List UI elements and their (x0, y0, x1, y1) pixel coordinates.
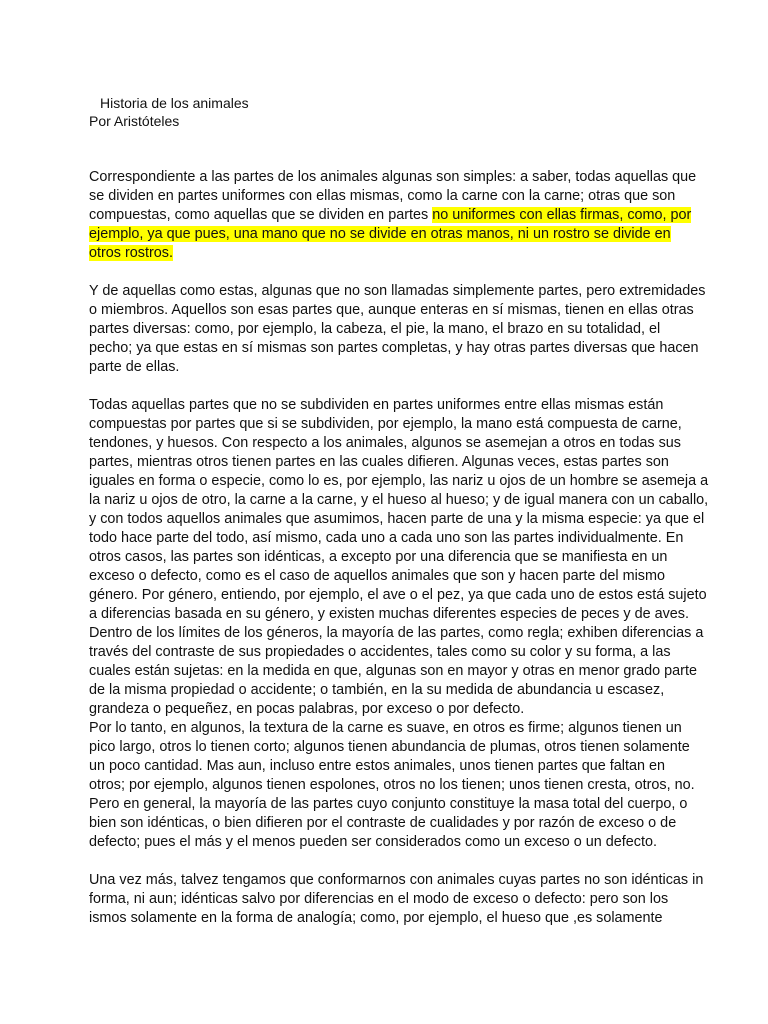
paragraph (89, 282, 706, 377)
text-segment: forma, ni aun; idénticas salvo por diferencias en el modo de exceso o defecto: pero son los (89, 891, 669, 907)
text-segment: de la misma propiedad o accidente; o también, en la su medida de abundancia u escasez, (89, 682, 665, 698)
text-line (89, 757, 689, 776)
text-segment: un poco cantidad. Mas aun, incluso entre estos animales, unos tienen partes que faltan en (89, 758, 665, 774)
text-segment: compuestas por partes que si se subdividen, por ejemplo, la mano está compuesta de carne, (89, 416, 682, 432)
text-line (89, 776, 695, 795)
text-segment: Todas aquellas partes que no se subdividen en partes uniformes entre ellas mismas están (89, 397, 664, 413)
text-segment: grandeza o pequeñez, en pocas palabras, por exceso o por defecto. (89, 701, 525, 717)
text-line (89, 396, 689, 415)
text-segment: a diferencias basada en su género, y existen muchas diferentes especies de peces y de aves. (89, 606, 689, 622)
text-line (89, 890, 689, 909)
text-segment: Y de aquellas como estas, algunas que no son llamadas simplemente partes, pero extremidades (89, 283, 706, 299)
text-segment: iguales en forma o especie, como lo es, por ejemplo, las nariz u ojos de un hombre se asemeja a (89, 473, 709, 489)
text-line (89, 244, 689, 263)
text-line (89, 586, 707, 605)
text-line (89, 700, 689, 719)
text-line (89, 662, 697, 681)
text-line (89, 605, 689, 624)
text-segment: Correspondiente a las partes de los animales algunas son simples: a saber, todas aquellas que (89, 169, 697, 185)
text-line (89, 833, 689, 852)
text-segment: parte de ellas. (89, 359, 180, 375)
highlighted-text: no uniformes con ellas firmas, como, por (432, 207, 692, 223)
text-line (89, 567, 689, 586)
paragraph-gap (89, 263, 689, 282)
text-line (89, 168, 697, 187)
text-line (89, 282, 706, 301)
text-segment: Dentro de los límites de los géneros, la mayoría de las partes, como regla; exhiben diferencias a (89, 625, 704, 641)
text-line (89, 909, 689, 928)
text-segment: género. Por género, entiendo, por ejemplo, el ave o el pez, ya que cada uno de estos está sujeto (89, 587, 707, 603)
text-segment: todo hace parte del todo, así mismo, cada uno a cada uno son las partes individualmente. En (89, 530, 684, 546)
text-segment: se dividen en partes uniformes con ellas mismas, como la carne con la carne; otras que son (89, 188, 676, 204)
text-segment: través del contraste de sus propiedades o accidentes, tales como su color y su forma, a las (89, 644, 671, 660)
text-segment: partes, mientras otros tienen partes en las cuales difieren. Algunas veces, estas partes son (89, 454, 669, 470)
text-segment: otros casos, las partes son idénticas, a excepto por una diferencia que se manifiesta en un (89, 549, 668, 565)
text-segment: tendones, y huesos. Con respecto a los animales, algunos se asemejan a otros en todas sus (89, 435, 681, 451)
text-line (89, 871, 704, 890)
document-author: Por Aristóteles (89, 113, 180, 129)
highlighted-text: ejemplo, ya que pues, una mano que no se divide en otras manos, ni un rostro se divide en (89, 226, 671, 242)
text-segment: y con todos aquellos animales que asumimos, hacen parte de una y la misma especie: ya que el (89, 511, 705, 527)
text-line (89, 358, 689, 377)
text-line (89, 643, 689, 662)
text-segment: Por lo tanto, en algunos, la textura de la carne es suave, en otros es firme; algunos tienen un (89, 720, 682, 736)
text-segment: defecto; pues el más y el menos pueden ser considerados como un exceso o un defecto. (89, 834, 657, 850)
text-segment: bien son idénticas, o bien difieren por el contraste de cualidades y por razón de exceso o de (89, 815, 677, 831)
paragraph-gap (89, 377, 689, 396)
text-line (89, 510, 705, 529)
paragraph (89, 396, 709, 852)
paragraph (89, 871, 704, 928)
highlighted-text: otros rostros. (89, 245, 173, 261)
text-segment: ismos solamente en la forma de analogía; como, por ejemplo, el hueso que ,es solamente (89, 910, 663, 926)
text-segment: cuales están sujetas: en la medida en que, algunas son en mayor y otras en menor grado parte (89, 663, 697, 679)
document-header (89, 94, 249, 130)
text-line (89, 415, 689, 434)
text-line (89, 320, 689, 339)
document-body (89, 168, 709, 928)
paragraph-gap (89, 852, 689, 871)
text-line (89, 719, 689, 738)
text-line (89, 814, 689, 833)
text-segment: compuestas, como aquellas que se dividen en partes (89, 207, 433, 223)
text-line (89, 434, 689, 453)
text-line (89, 472, 709, 491)
text-segment: exceso o defecto, como es el caso de aquellos animales que son y hacen parte del mismo (89, 568, 665, 584)
text-segment: Pero en general, la mayoría de las partes cuyo conjunto constituye la masa total del cuerpo, o (89, 796, 688, 812)
document-title: Historia de los animales (100, 95, 249, 111)
text-line (89, 529, 689, 548)
text-segment: pecho; ya que estas en sí mismas son partes completas, y hay otras partes diversas que hacen (89, 340, 699, 356)
text-line (89, 738, 689, 757)
text-line (89, 795, 689, 814)
text-segment: partes diversas: como, por ejemplo, la cabeza, el pie, la mano, el brazo en su totalidad, el (89, 321, 661, 337)
text-segment: pico largo, otros lo tienen corto; algunos tienen abundancia de plumas, otros tienen solamente (89, 739, 690, 755)
paragraph (89, 168, 697, 263)
text-segment: la nariz u ojos de otro, la carne a la carne, y el hueso al hueso; y de igual manera con un caballo, (89, 492, 709, 508)
text-line (89, 453, 689, 472)
text-line (89, 624, 704, 643)
text-line (89, 206, 692, 225)
text-line (89, 491, 709, 510)
text-line (89, 548, 689, 567)
text-line (89, 225, 689, 244)
text-line (89, 301, 694, 320)
text-line (89, 339, 699, 358)
text-line (89, 187, 689, 206)
text-line (89, 681, 689, 700)
text-segment: Una vez más, talvez tengamos que conformarnos con animales cuyas partes no son idénticas in (89, 872, 704, 888)
text-segment: otros; por ejemplo, algunos tienen espolones, otros no los tienen; unos tienen cresta, otros, no. (89, 777, 695, 793)
text-segment: o miembros. Aquellos son esas partes que, aunque enteras en sí mismas, tienen en ellas otras (89, 302, 694, 318)
